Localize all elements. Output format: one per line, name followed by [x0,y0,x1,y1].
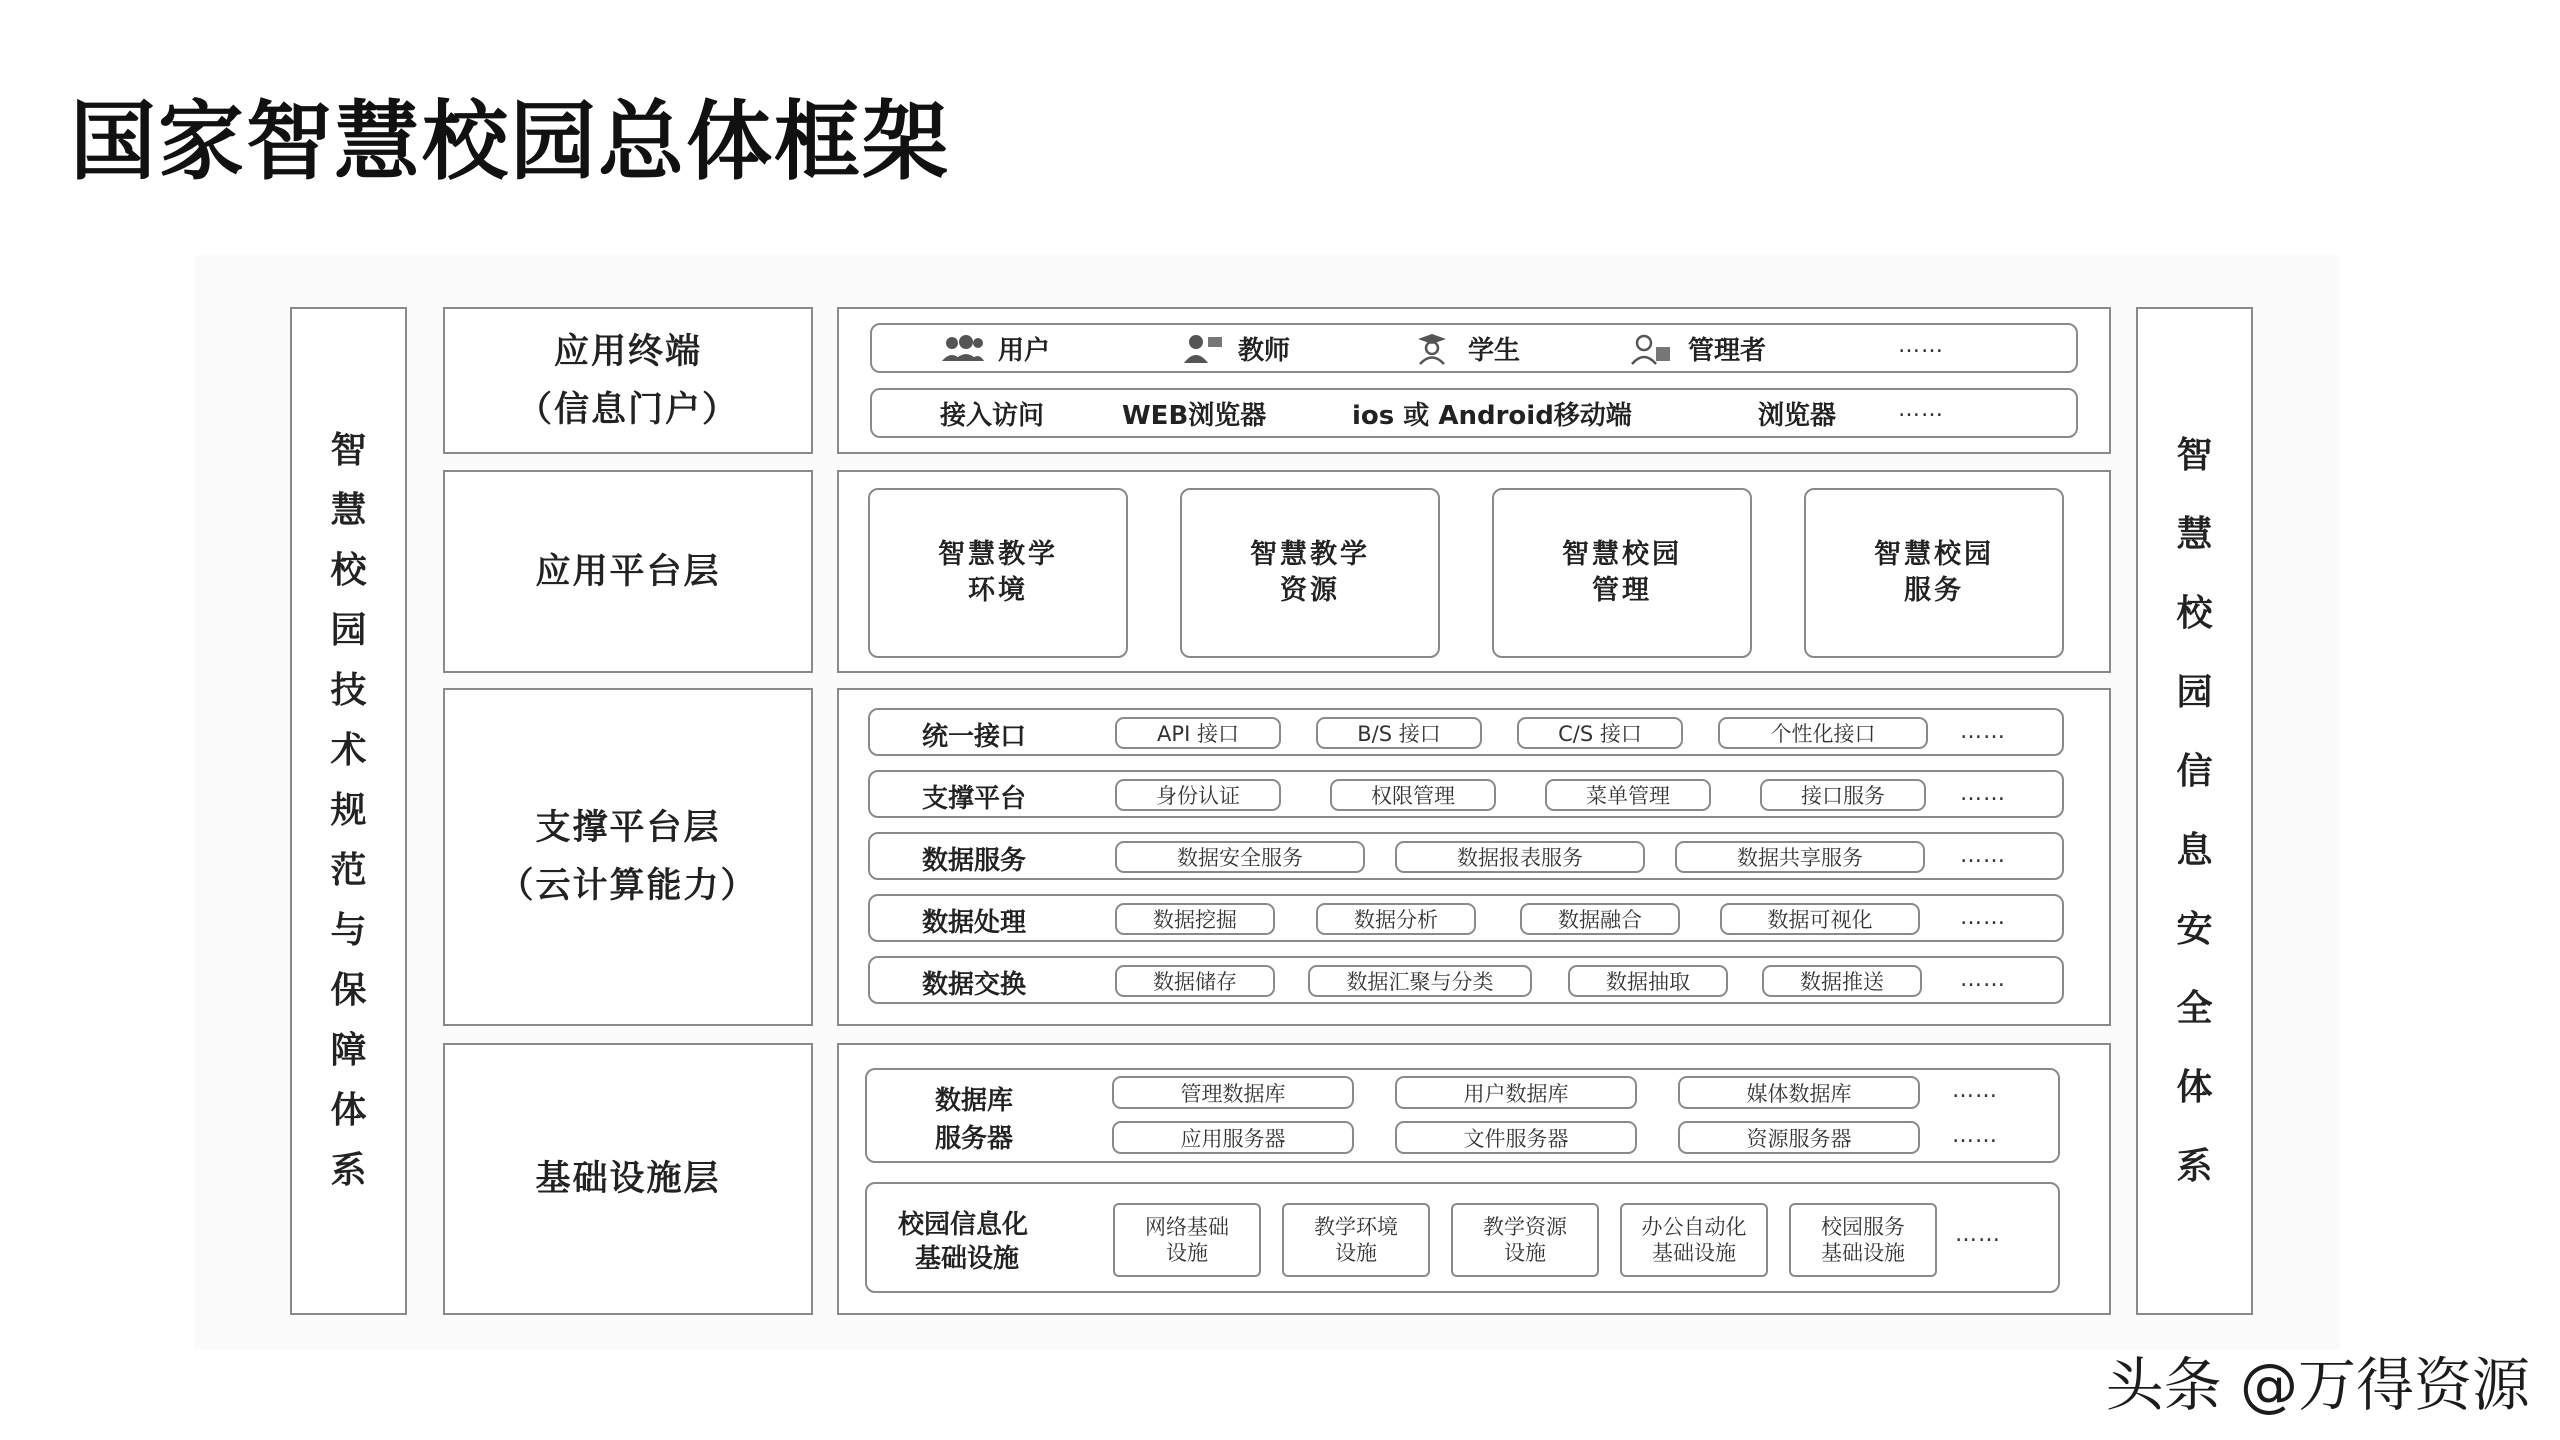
support-item: 数据融合 [1520,903,1680,935]
support-item: C/S 接口 [1517,717,1683,749]
campus-infra-item-line: 基础设施 [1821,1241,1905,1265]
support-item: 权限管理 [1330,779,1496,811]
support-row-label: 数据处理 [922,908,1027,938]
left-side-char: 保 [330,970,367,1011]
layer-label-line: 应用终端 [553,331,702,372]
app-box-line: 管理 [1592,575,1652,606]
support-item: 数据分析 [1316,903,1476,935]
user-label: 用户 [998,336,1051,366]
left-side-char: 技 [330,670,367,711]
campus-infra-item [1113,1203,1261,1277]
layer-label-line: （信息门户） [516,389,739,430]
db-row2-more: …… [1952,1123,1998,1148]
campus-infra-item-line: 办公自动化 [1641,1215,1747,1239]
access-more: …… [1898,397,1944,422]
layer-label-infra [443,1043,813,1315]
support-row-more: …… [1960,843,2006,868]
support-item: 数据安全服务 [1115,841,1365,873]
support-item: 数据共享服务 [1675,841,1925,873]
access-item-browser: 浏览器 [1758,401,1837,431]
support-row-more: …… [1960,719,2006,744]
left-side-char: 园 [330,610,367,651]
db-item: 用户数据库 [1395,1076,1637,1109]
right-side-char: 校 [2176,593,2213,634]
campus-infra-item-line: 设施 [1335,1241,1377,1265]
manager-icon [1630,333,1674,365]
right-side-column [2136,307,2253,1315]
app-box-campus-svc [1804,488,2064,658]
left-side-char: 校 [330,550,367,591]
db-label-line2: 服务器 [935,1124,1014,1154]
access-item-mobile: ios 或 Android移动端 [1352,401,1632,431]
campus-infra-item [1451,1203,1599,1277]
campus-infra-item-line: 教学资源 [1483,1215,1567,1239]
support-item: 个性化接口 [1718,717,1928,749]
right-side-char: 信 [2176,751,2213,792]
support-item: 菜单管理 [1545,779,1711,811]
campus-infra-item [1282,1203,1430,1277]
campus-more: …… [1955,1222,2001,1247]
layer-label-line: 支撑平台层 [535,808,721,848]
app-box-teaching-res [1180,488,1440,658]
teacher-item [1180,330,1290,367]
campus-label-line2: 基础设施 [915,1244,1020,1274]
support-item: B/S 接口 [1316,717,1482,749]
layer-label-line: （云计算能力） [498,866,758,906]
right-side-char: 全 [2176,988,2213,1029]
student-item [1410,330,1520,367]
support-row-more: …… [1960,967,2006,992]
app-box-line: 智慧校园 [1562,539,1682,570]
support-item: 数据推送 [1762,965,1922,997]
server-item: 应用服务器 [1112,1121,1354,1154]
campus-infra-item-line: 校园服务 [1821,1215,1905,1239]
db-item: 媒体数据库 [1678,1076,1920,1109]
right-side-char: 园 [2176,672,2213,713]
teacher-label: 教师 [1238,336,1291,366]
left-side-char: 范 [330,850,367,891]
left-side-column [290,307,407,1315]
campus-infra-item-line: 设施 [1166,1241,1208,1265]
support-row-label: 数据服务 [922,846,1027,876]
support-item: 数据汇聚与分类 [1308,965,1532,997]
layer-label-line: 应用平台层 [535,551,721,592]
support-row-more: …… [1960,781,2006,806]
access-label: 接入访问 [940,401,1045,431]
server-item: 资源服务器 [1678,1121,1920,1154]
users-icon [940,333,984,365]
support-item: 接口服务 [1760,779,1926,811]
right-side-char: 慧 [2176,514,2213,555]
campus-infra-item [1789,1203,1937,1277]
support-item: 数据抽取 [1568,965,1728,997]
layer-label-terminal [443,307,813,454]
app-box-line: 资源 [1280,575,1340,606]
db-row1-more: …… [1952,1078,1998,1103]
campus-label-line1: 校园信息化 [898,1210,1029,1240]
support-row-label: 统一接口 [922,722,1027,752]
user-more: …… [1898,333,1944,358]
support-item: 数据报表服务 [1395,841,1645,873]
left-side-char: 术 [330,730,367,771]
right-side-char: 息 [2176,830,2213,871]
layer-label-platform [443,470,813,673]
support-item: 数据挖掘 [1115,903,1275,935]
manager-item [1630,330,1766,367]
support-item: 数据储存 [1115,965,1275,997]
left-side-char: 规 [330,790,367,831]
user-item [940,330,1050,367]
campus-infra-item-line: 网络基础 [1145,1215,1229,1239]
student-icon [1410,333,1454,365]
campus-infra-item [1620,1203,1768,1277]
teacher-icon [1180,333,1224,365]
support-row-label: 数据交换 [922,970,1027,1000]
db-item: 管理数据库 [1112,1076,1354,1109]
db-label-line1: 数据库 [935,1086,1014,1116]
server-item: 文件服务器 [1395,1121,1637,1154]
manager-label: 管理者 [1688,336,1767,366]
layer-label-line: 基础设施层 [535,1159,721,1199]
campus-infra-item-line: 设施 [1504,1241,1546,1265]
app-box-line: 智慧教学 [1250,539,1370,570]
left-side-char: 体 [330,1090,367,1131]
right-side-char: 体 [2176,1067,2213,1108]
app-box-teaching-env [868,488,1128,658]
right-side-char: 安 [2176,909,2213,950]
right-side-char: 智 [2176,435,2213,476]
page-title: 国家智慧校园总体框架 [70,92,950,192]
app-box-line: 服务 [1904,575,1964,606]
left-side-char: 与 [330,910,367,951]
support-item: API 接口 [1115,717,1281,749]
access-item-web: WEB浏览器 [1122,401,1267,431]
left-side-char: 障 [330,1030,367,1071]
left-side-char: 智 [330,430,367,471]
support-item: 身份认证 [1115,779,1281,811]
student-label: 学生 [1468,336,1521,366]
right-side-char: 系 [2176,1146,2213,1187]
left-side-char: 系 [330,1150,367,1191]
support-item: 数据可视化 [1720,903,1920,935]
campus-infra-item-line: 基础设施 [1652,1241,1736,1265]
support-row-label: 支撑平台 [922,784,1027,814]
app-box-line: 智慧教学 [938,539,1058,570]
app-box-line: 智慧校园 [1874,539,1994,570]
campus-infra-item-line: 教学环境 [1314,1215,1398,1239]
watermark: 头条 @万得资源 [2105,1351,2530,1419]
left-side-char: 慧 [330,490,367,531]
support-row-more: …… [1960,905,2006,930]
app-box-campus-mgmt [1492,488,1752,658]
layer-label-support [443,688,813,1026]
app-box-line: 环境 [968,575,1028,606]
